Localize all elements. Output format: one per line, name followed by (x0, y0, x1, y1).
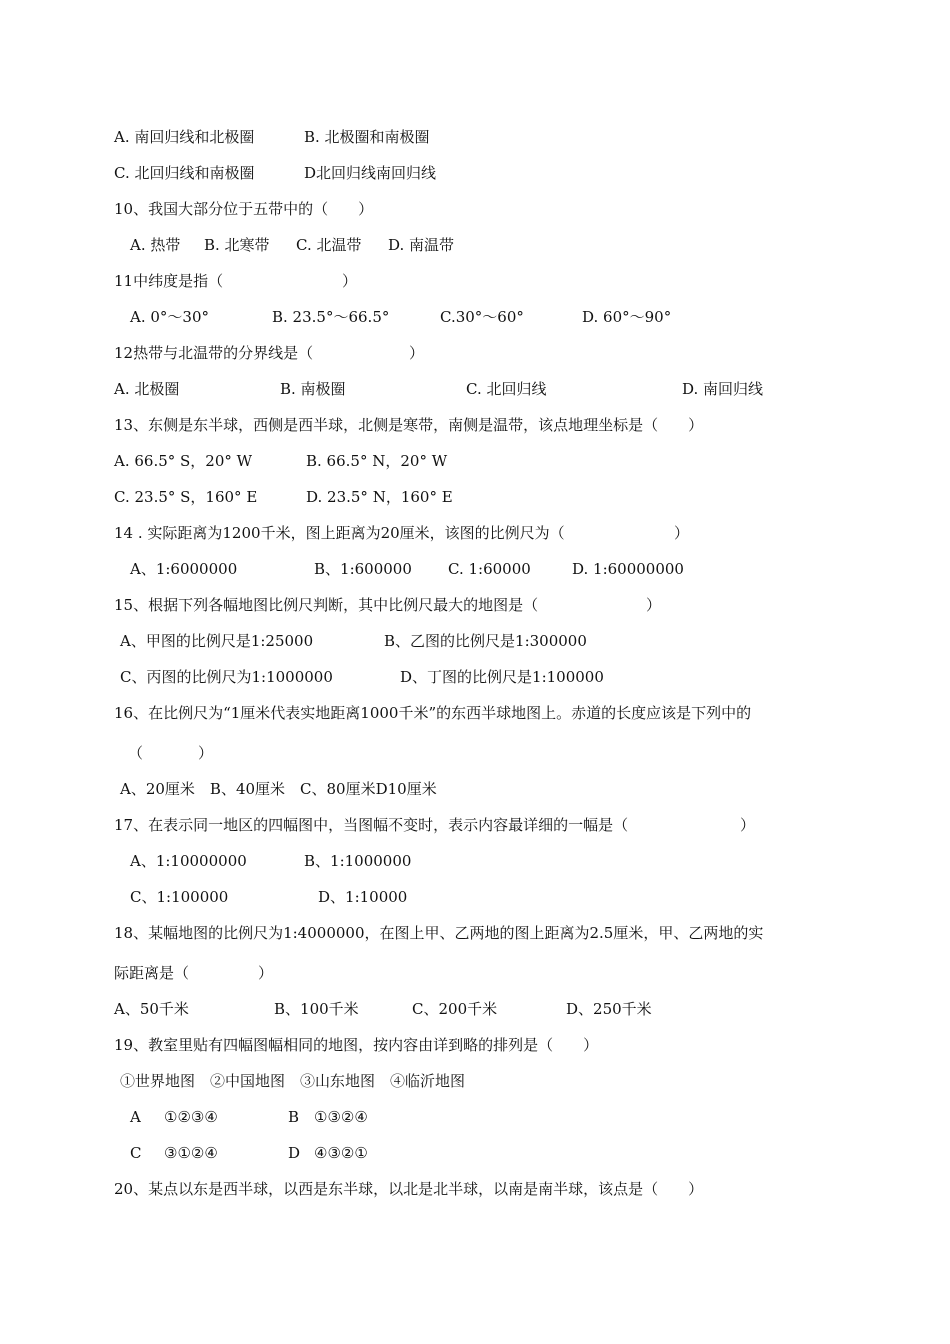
answer-bracket-close: ） (646, 596, 662, 614)
option-d: D. 1:60000000 (572, 560, 684, 578)
option-d: D. 南温带 (388, 236, 455, 254)
question-text: 17、在表示同一地区的四幅图中，当图幅不变时，表示内容最详细的一幅是（ (114, 816, 629, 834)
option-a: A、1:6000000 (130, 560, 238, 578)
question-text: 13、东侧是东半球，西侧是西半球，北侧是寒带，南侧是温带，该点地理坐标是（ ） (114, 416, 704, 434)
option-d: D、250千米 (566, 1000, 652, 1018)
option-c: C.30°～60° (440, 308, 524, 326)
option-b: B、1:600000 (314, 560, 412, 578)
option-c: C. 1:60000 (448, 560, 531, 578)
question-text: 15、根据下列各幅地图比例尺判断，其中比例尺最大的地图是（ (114, 596, 539, 614)
option-d: D. 23.5° N，160° E (306, 488, 453, 506)
option-c: C、200千米 (412, 1000, 498, 1018)
question-text: 14 . 实际距离为1200千米，图上距离为20厘米，该图的比例尺为（ (114, 524, 565, 542)
question-text: 际距离是（ (114, 964, 190, 982)
question-text: 18、某幅地图的比例尺为1:4000000，在图上甲、乙两地的图上距离为2.5厘米，甲、乙两地的实 (114, 924, 764, 942)
option-c: C. 北回归线 (466, 380, 547, 398)
option-d: D、丁图的比例尺是1:100000 (400, 668, 604, 686)
option-a-letter: A (130, 1108, 141, 1126)
question-text: 10、我国大部分位于五带中的（ ） (114, 200, 374, 218)
answer-bracket-close: ） (258, 964, 274, 982)
question-text: 11中纬度是指（ (114, 272, 224, 290)
option-a-value: ①②③④ (164, 1108, 218, 1126)
answer-bracket-open: （ (128, 744, 144, 762)
option-b: B. 南极圈 (280, 380, 346, 398)
option-c-letter: C (130, 1144, 142, 1162)
option-d: D北回归线南回归线 (304, 164, 437, 182)
option-d-letter: D (288, 1144, 301, 1162)
question-text: 20、某点以东是西半球，以西是东半球，以北是北半球，以南是南半球，该点是（ ） (114, 1180, 704, 1198)
option-b: B、乙图的比例尺是1:300000 (384, 632, 587, 650)
answer-bracket-close: ） (342, 272, 358, 290)
option-a: A. 0°～30° (130, 308, 209, 326)
answer-bracket-close: ） (740, 816, 756, 834)
option-b: B. 23.5°～66.5° (272, 308, 390, 326)
option-c: C. 北温带 (296, 236, 362, 254)
option-b: B、100千米 (274, 1000, 359, 1018)
option-d: D. 60°～90° (582, 308, 672, 326)
option-a: A. 66.5° S，20° W (114, 452, 253, 470)
option-d: D、1:10000 (318, 888, 408, 906)
answer-bracket-close: ） (409, 344, 425, 362)
option-d-value: ④③②① (314, 1144, 368, 1162)
answer-bracket-close: ） (674, 524, 690, 542)
option-a: A、50千米 (114, 1000, 189, 1018)
question-text: 12热带与北温带的分界线是（ (114, 344, 314, 362)
option-b: B、1:1000000 (304, 852, 412, 870)
option-d: D. 南回归线 (682, 380, 764, 398)
option-c-value: ③①②④ (164, 1144, 218, 1162)
option-c: C、丙图的比例尺为1:1000000 (120, 668, 333, 686)
items-text: ①世界地图 ②中国地图 ③山东地图 ④临沂地图 (120, 1072, 466, 1090)
option-c: C. 北回归线和南极圈 (114, 164, 255, 182)
answer-bracket-close: ） (198, 744, 214, 762)
option-a: A、1:10000000 (130, 852, 247, 870)
option-b: B. 北寒带 (204, 236, 270, 254)
option-b-letter: B (288, 1108, 300, 1126)
option-a: A、甲图的比例尺是1:25000 (120, 632, 314, 650)
option-b: B. 66.5° N，20° W (306, 452, 448, 470)
option-c: C. 23.5° S，160° E (114, 488, 258, 506)
question-text: 19、教室里贴有四幅图幅相同的地图，按内容由详到略的排列是（ ） (114, 1036, 599, 1054)
option-a: A. 北极圈 (114, 380, 180, 398)
option-b-value: ①③②④ (314, 1108, 368, 1126)
option-c: C、1:100000 (130, 888, 229, 906)
options-text: A、20厘米 B、40厘米 C、80厘米D10厘米 (120, 780, 437, 798)
option-b: B. 北极圈和南极圈 (304, 128, 430, 146)
option-a: A. 南回归线和北极圈 (114, 128, 255, 146)
question-text: 16、在比例尺为“1厘米代表实地距离1000千米”的东西半球地图上。赤道的长度应该是下列中的 (114, 704, 752, 722)
option-a: A. 热带 (130, 236, 181, 254)
